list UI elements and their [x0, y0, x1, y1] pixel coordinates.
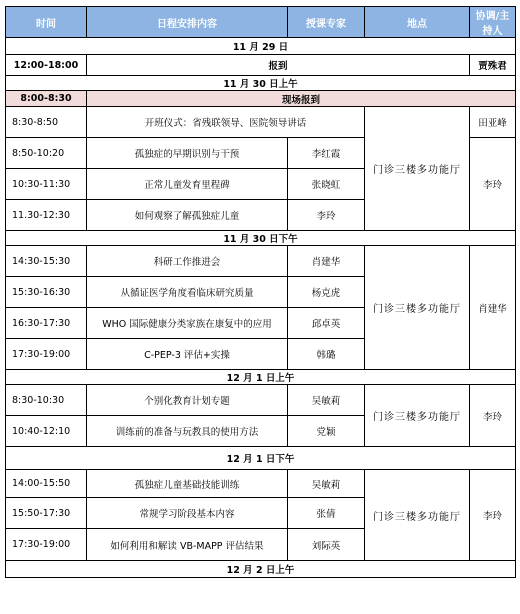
- expert-cell: 李玲: [288, 200, 365, 231]
- table-row: [6, 470, 516, 498]
- date-row: [6, 38, 516, 55]
- location-cell: 门诊三楼多功能厅: [365, 246, 470, 370]
- content-cell: 孤独症的早期识别与干预: [87, 138, 288, 169]
- expert-cell: 肖建华: [288, 246, 365, 277]
- host-cell: 田亚峰: [470, 107, 516, 138]
- expert-cell: 张晓虹: [288, 169, 365, 200]
- table-row: [6, 246, 516, 277]
- date-heading: 12 月 2 日上午: [6, 561, 516, 578]
- location-cell: 门诊三楼多功能厅: [365, 385, 470, 447]
- time-cell: 8:50-10:20: [6, 138, 87, 169]
- host-cell: 李玲: [470, 470, 516, 561]
- content-cell: 孤独症儿童基础技能训练: [87, 470, 288, 498]
- host-cell: 李玲: [470, 138, 516, 231]
- time-cell: 17:30-19:00: [6, 339, 87, 370]
- content-cell: 报到: [87, 55, 470, 76]
- time-cell: 15:30-16:30: [6, 277, 87, 308]
- location-cell: 门诊三楼多功能厅: [365, 470, 470, 561]
- expert-cell: 吴敏莉: [288, 385, 365, 416]
- schedule-table: [5, 6, 516, 578]
- expert-cell: 刘际英: [288, 529, 365, 561]
- expert-cell: 邱卓英: [288, 308, 365, 339]
- time-cell: 8:30-10:30: [6, 385, 87, 416]
- date-row: [6, 447, 516, 470]
- location-cell: 门诊三楼多功能厅: [365, 107, 470, 231]
- date-heading: 11 月 30 日下午: [6, 231, 516, 246]
- time-cell: 8:00-8:30: [6, 91, 87, 107]
- header-location: 地点: [365, 7, 470, 38]
- date-heading: 12 月 1 日上午: [6, 370, 516, 385]
- header-content: 日程安排内容: [87, 7, 288, 38]
- content-cell: C-PEP-3 评估+实操: [87, 339, 288, 370]
- content-cell: 正常儿童发育里程碑: [87, 169, 288, 200]
- date-heading: 11 月 29 日: [6, 38, 516, 55]
- content-cell: 现场报到: [87, 91, 516, 107]
- header-expert: 授课专家: [288, 7, 365, 38]
- header-time: 时间: [6, 7, 87, 38]
- content-cell: 个别化教育计划专题: [87, 385, 288, 416]
- time-cell: 10:40-12:10: [6, 416, 87, 447]
- content-cell: 如何利用和解读 VB-MAPP 评估结果: [87, 529, 288, 561]
- time-cell: 11.30-12:30: [6, 200, 87, 231]
- content-cell: 科研工作推进会: [87, 246, 288, 277]
- date-row: [6, 370, 516, 385]
- time-cell: 10:30-11:30: [6, 169, 87, 200]
- content-cell: 训练前的准备与玩教具的使用方法: [87, 416, 288, 447]
- checkin-row: [6, 91, 516, 107]
- time-cell: 16:30-17:30: [6, 308, 87, 339]
- host-cell: 肖建华: [470, 246, 516, 370]
- header-host: 协调/主持人: [470, 7, 516, 38]
- content-cell: 如何观察了解孤独症儿童: [87, 200, 288, 231]
- time-cell: 14:00-15:50: [6, 470, 87, 498]
- host-cell: 贾殊君: [470, 55, 516, 76]
- content-cell: WHO 国际健康分类家族在康复中的应用: [87, 308, 288, 339]
- date-heading: 11 月 30 日上午: [6, 76, 516, 91]
- table-row: [6, 55, 516, 76]
- header-row: [6, 7, 516, 38]
- content-cell: 常规学习阶段基本内容: [87, 498, 288, 529]
- time-cell: 17:30-19:00: [6, 529, 87, 561]
- date-row: [6, 231, 516, 246]
- expert-cell: 杨克虎: [288, 277, 365, 308]
- date-heading: 12 月 1 日下午: [6, 447, 516, 470]
- expert-cell: 吴敏莉: [288, 470, 365, 498]
- table-row: [6, 385, 516, 416]
- time-cell: 8:30-8:50: [6, 107, 87, 138]
- expert-cell: 张倩: [288, 498, 365, 529]
- content-cell: 从循证医学角度看临床研究质量: [87, 277, 288, 308]
- date-row: [6, 561, 516, 578]
- content-cell: 开班仪式：省残联领导、医院领导讲话: [87, 107, 365, 138]
- host-cell: 李玲: [470, 385, 516, 447]
- time-cell: 15:50-17:30: [6, 498, 87, 529]
- date-row: [6, 76, 516, 91]
- expert-cell: 李红霞: [288, 138, 365, 169]
- table-row: [6, 107, 516, 138]
- time-cell: 12:00-18:00: [6, 55, 87, 76]
- time-cell: 14:30-15:30: [6, 246, 87, 277]
- expert-cell: 党颖: [288, 416, 365, 447]
- expert-cell: 韩璐: [288, 339, 365, 370]
